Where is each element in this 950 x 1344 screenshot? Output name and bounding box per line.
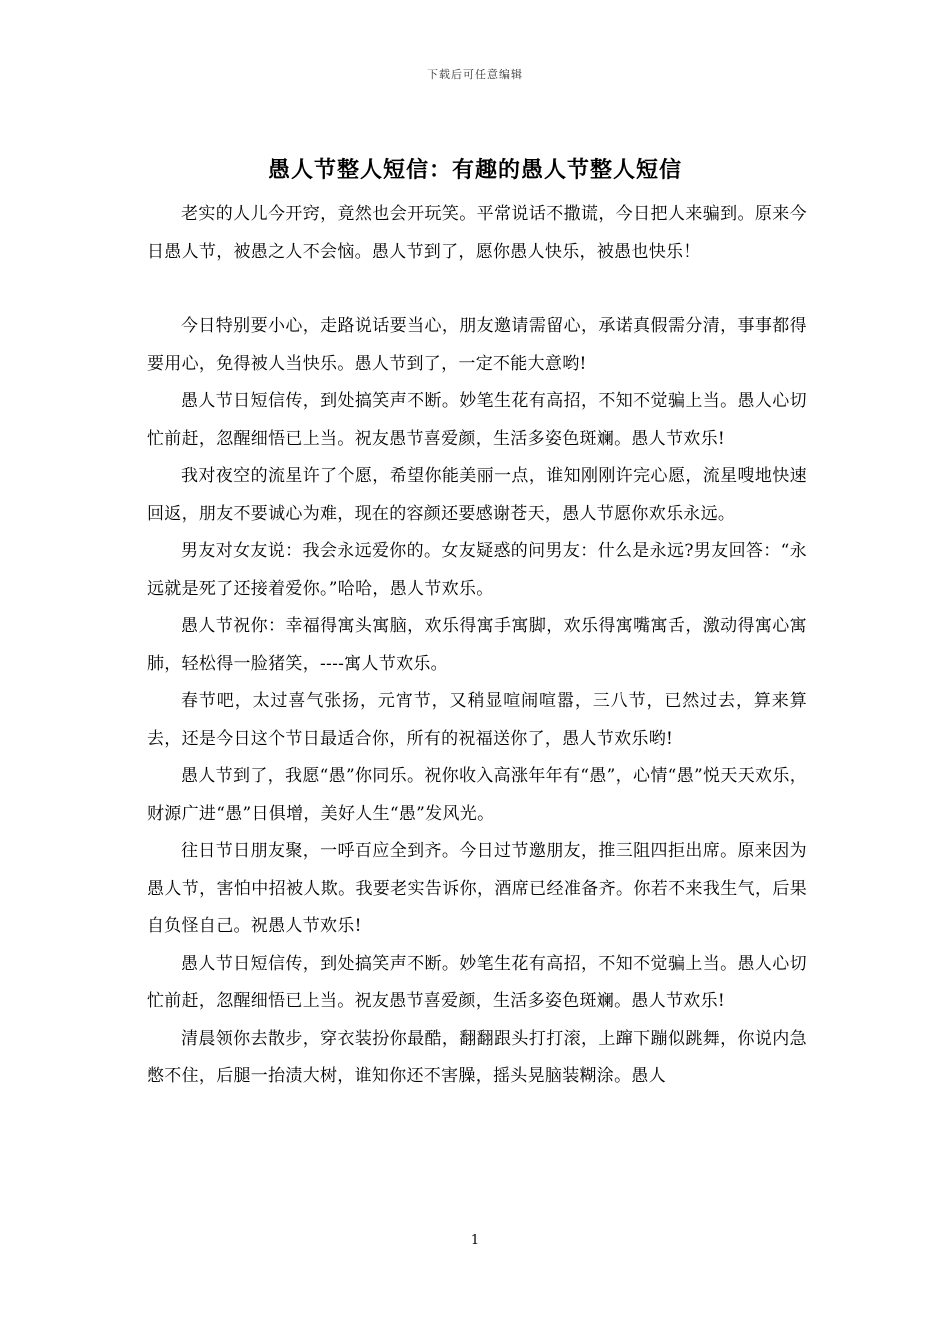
- paragraph: 愚人节日短信传，到处搞笑声不断。妙笔生花有高招，不知不觉骗上当。愚人心切忙前赶，忽醒细悟已上当。祝友愚节喜爱颜，生活多姿色斑斓。愚人节欢乐!: [147, 391, 807, 449]
- paragraph: 清晨领你去散步，穿衣装扮你最酷，翻翻跟头打打滚，上蹿下蹦似跳舞，你说内急憋不住，后腿一抬渍大树，谁知你还不害臊，摇头晃脑装糊涂。愚人: [147, 1028, 807, 1086]
- paragraph: 我对夜空的流星许了个愿，希望你能美丽一点，谁知刚刚许完心愿，流星嗖地快速回返，朋友不要诚心为难，现在的容颜还要感谢苍天，愚人节愿你欢乐永远。: [147, 466, 807, 524]
- paragraph: 春节吧，太过喜气张扬，元宵节，又稍显喧闹喧嚣，三八节，已然过去，算来算去，还是今日这个节日最适合你，所有的祝福送你了，愚人节欢乐哟!: [147, 691, 807, 749]
- document-body: [147, 196, 807, 1096]
- paragraph: 愚人节日短信传，到处搞笑声不断。妙笔生花有高招，不知不觉骗上当。愚人心切忙前赶，忽醒细悟已上当。祝友愚节喜爱颜，生活多姿色斑斓。愚人节欢乐!: [147, 953, 807, 1011]
- paragraph: 男友对女友说：我会永远爱你的。女友疑惑的问男友：什么是永远?男友回答：“永远就是死了还接着爱你。”哈哈，愚人节欢乐。: [147, 541, 807, 599]
- paragraph: 愚人节祝你：幸福得寓头寓脑，欢乐得寓手寓脚，欢乐得寓嘴寓舌，激动得寓心寓肺，轻松得一脸猪笑，----寓人节欢乐。: [147, 616, 807, 674]
- page-number: 1: [470, 1233, 480, 1248]
- paragraph: 老实的人儿今开窍，竟然也会开玩笑。平常说话不撒谎，今日把人来骗到。原来今日愚人节，被愚之人不会恼。愚人节到了，愿你愚人快乐，被愚也快乐！: [147, 204, 807, 262]
- paragraph: 愚人节到了，我愿“愚”你同乐。祝你收入高涨年年有“愚”，心情“愚”悦天天欢乐，财源广进“愚”日俱增，美好人生“愚”发风光。: [147, 766, 807, 824]
- paragraph: 今日特别要小心，走路说话要当心，朋友邀请需留心，承诺真假需分清，事事都得要用心，免得被人当快乐。愚人节到了，一定不能大意哟!: [147, 316, 807, 374]
- document-title: 愚人节整人短信：有趣的愚人节整人短信: [267, 158, 682, 183]
- paragraph: 往日节日朋友聚，一呼百应全到齐。今日过节邀朋友，推三阻四拒出席。原来因为愚人节，害怕中招被人欺。我要老实告诉你，酒席已经准备齐。你若不来我生气，后果自负怪自己。祝愚人节欢乐!: [147, 841, 807, 936]
- page-header-note: 下载后可任意编辑: [427, 68, 523, 81]
